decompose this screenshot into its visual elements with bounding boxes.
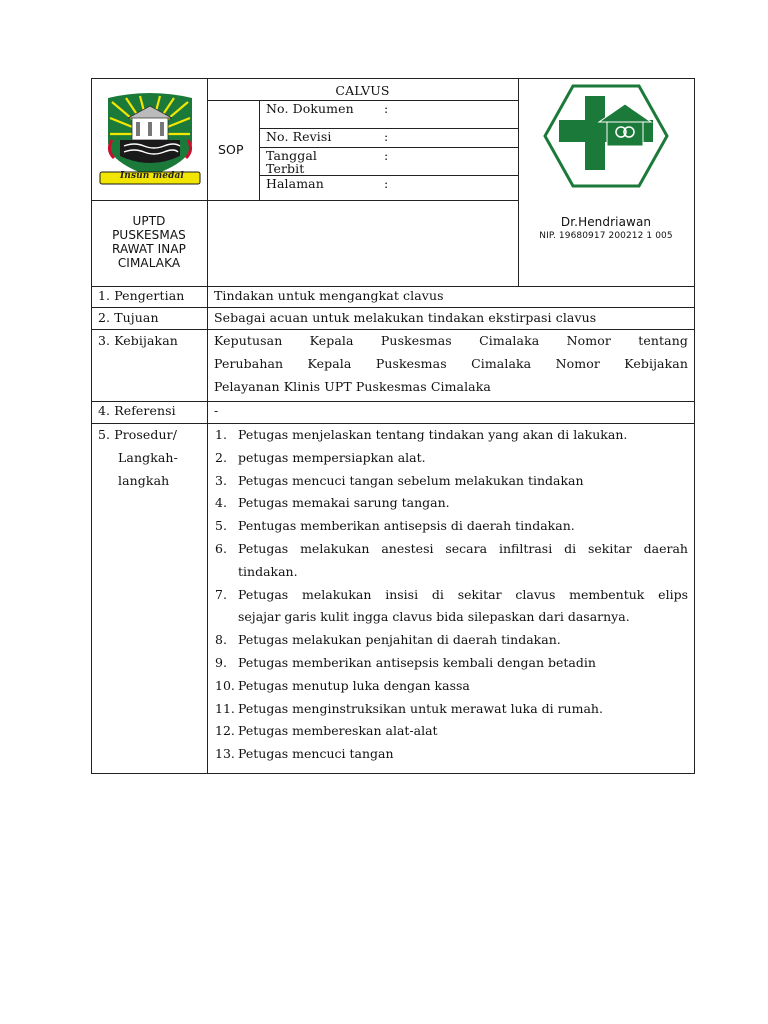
procedure-step-text: Petugas mencuci tangan sebelum melakukan tindakan — [238, 472, 584, 488]
procedure-step-number: 8. — [215, 632, 227, 648]
row-kebijakan-line-1: Keputusan Kepala Puskesmas Cimalaka Nomor tentang — [214, 333, 688, 348]
procedure-step-number: 12. — [215, 723, 235, 739]
row-prosedur-label-2: Langkah- — [118, 450, 178, 465]
procedure-step-text: Petugas menjelaskan tentang tindakan yang akan di lakukan. — [238, 427, 628, 442]
row-tujuan-text: Sebagai acuan untuk melakukan tindakan ekstirpasi clavus — [214, 310, 597, 325]
field-no-dokumen-label: No. Dokumen — [266, 101, 354, 116]
org-name-line-1: UPTD — [132, 214, 166, 228]
org-name-line-4: CIMALAKA — [117, 256, 181, 270]
procedure-step-text: Petugas memakai sarung tangan. — [238, 495, 450, 511]
row-prosedur-label-3: langkah — [118, 473, 170, 488]
row-pengertian-label: 1. Pengertian — [98, 288, 185, 303]
org-name-line-2: PUSKESMAS — [112, 228, 186, 242]
procedure-step-text: Petugas menginstruksikan untuk merawat luka di rumah. — [238, 700, 603, 716]
field-tanggal-terbit-label-1: Tanggal — [266, 148, 318, 163]
procedure-step-number: 9. — [215, 655, 227, 670]
field-tanggal-terbit-sep: : — [384, 148, 389, 163]
field-no-revisi-label: No. Revisi — [266, 129, 332, 144]
field-halaman-sep: : — [384, 176, 389, 191]
row-kebijakan-line-3: Pelayanan Klinis UPT Puskesmas Cimalaka — [214, 379, 491, 394]
procedure-step-number: 3. — [215, 472, 227, 488]
row-kebijakan-line-2: Perubahan Kepala Puskesmas Cimalaka Nomor Kebijakan — [214, 356, 688, 371]
procedure-step-text: Petugas melakukan penjahitan di daerah tindakan. — [238, 632, 561, 648]
row-pengertian-text: Tindakan untuk mengangkat clavus — [214, 288, 444, 303]
field-no-dokumen-sep: : — [384, 101, 389, 116]
procedure-step-number: 6. — [215, 541, 227, 556]
procedure-step-text: Pentugas memberikan antisepsis di daerah tindakan. — [238, 518, 575, 534]
regency-emblem-logo — [96, 90, 204, 188]
field-halaman-label: Halaman — [266, 176, 324, 191]
emblem-motto: Insun medal — [120, 171, 184, 181]
procedure-step-text: tindakan. — [238, 563, 298, 579]
document-title: CALVUS — [335, 83, 390, 98]
procedure-step-text: sejajar garis kulit ingga clavus bida silepaskan dari dasarnya. — [238, 609, 630, 625]
procedure-step-number: 10. — [215, 677, 235, 693]
row-prosedur-label-1: 5. Prosedur/ — [98, 427, 178, 442]
field-no-revisi-sep: : — [384, 129, 389, 144]
row-tujuan-label: 2. Tujuan — [98, 310, 159, 325]
procedure-step-text: Petugas mencuci tangan — [238, 746, 394, 762]
signer-name: Dr.Hendriawan — [560, 215, 652, 229]
procedure-step-text: petugas mempersiapkan alat. — [238, 449, 426, 465]
procedure-step-number: 7. — [215, 586, 227, 602]
procedure-step-text: Petugas melakukan anestesi secara infiltrasi di sekitar daerah — [238, 541, 688, 556]
procedure-step-number: 4. — [215, 495, 227, 511]
procedure-step-text: Petugas menutup luka dengan kassa — [238, 677, 470, 693]
puskesmas-logo — [543, 84, 669, 188]
org-name-line-3: RAWAT INAP — [112, 242, 186, 256]
procedure-step-number: 2. — [215, 449, 227, 465]
procedure-step-text: Petugas melakukan insisi di sekitar clavus membentuk elips — [238, 586, 688, 602]
procedure-step-number: 11. — [215, 700, 235, 716]
row-referensi-text: - — [214, 403, 219, 418]
procedure-step-number: 1. — [215, 427, 227, 442]
sop-label: SOP — [218, 142, 244, 157]
signer-nip: NIP. 19680917 200212 1 005 — [539, 231, 673, 241]
procedure-step-text: Petugas memberikan antisepsis kembali dengan betadin — [238, 655, 596, 670]
row-kebijakan-label: 3. Kebijakan — [98, 333, 178, 348]
procedure-step-number: 5. — [215, 518, 227, 534]
procedure-step-text: Petugas membereskan alat-alat — [238, 723, 438, 739]
row-referensi-label: 4. Referensi — [98, 403, 176, 418]
procedure-step-number: 13. — [215, 746, 235, 762]
field-tanggal-terbit-label-2: Terbit — [266, 161, 305, 176]
